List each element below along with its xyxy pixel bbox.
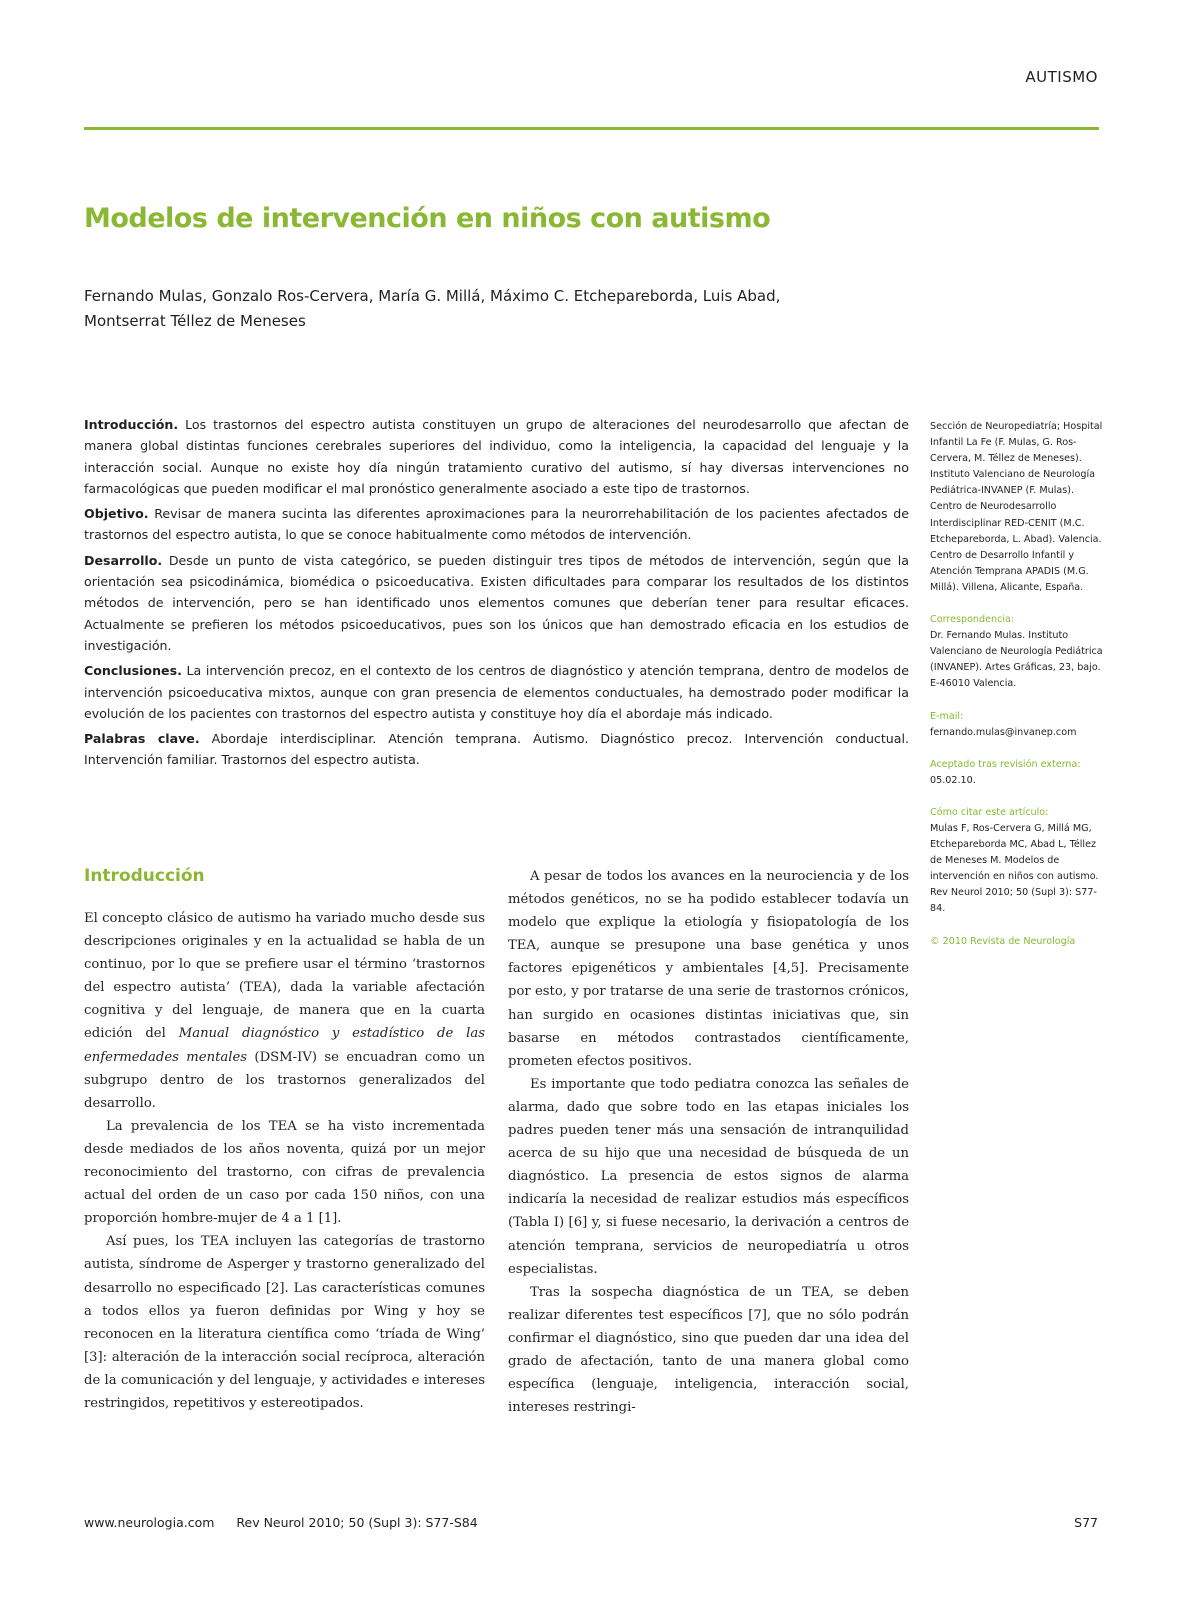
abstract-keywords [84, 728, 909, 771]
section-label: AUTISMO [1025, 68, 1098, 86]
abstract-introduction-text: Los trastornos del espectro autista constituyen un grupo de alteraciones del neurodesarrollo que afectan de manera global distintas funciones cerebrales superiores del individuo, como la inteligencia, la capacidad del lenguaje y la interacción social. Aunque no existe hoy día ningún tratamiento curativo del autismo, sí hay diversas intervenciones no farmacológicas que pueden modificar el mal pronóstico generalmente asociado a este tipo de trastornos. [84, 417, 909, 496]
authors-line-2: Montserrat Téllez de Meneses [84, 312, 306, 330]
abstract-conclusions-label: Conclusiones. [84, 663, 182, 679]
body-paragraph-1-start: El concepto clásico de autismo ha variado mucho desde sus descripciones originales y en la actualidad se habla de un continuo, por lo que se prefiere usar el término ‘trastornos del espectro autista’ (TEA), dada la variable afectación cognitiva y del lenguaje, de manera que en la cuarta edición del [84, 911, 485, 1042]
abstract-introduction-label: Introducción. [84, 417, 179, 432]
citation-text: Mulas F, Ros-Cervera G, Millá MG, Etchepareborda MC, Abad L, Téllez de Meneses M. Modelos de intervención en niños con autismo. Rev Neurol 2010; 50 (Supl 3): S77-84. [930, 822, 1099, 915]
abstract-introduction [84, 414, 909, 499]
body-paragraph-3: Así pues, los TEA incluyen las categorías de trastorno autista, síndrome de Asperger y trastorno generalizado del desarrollo no especificado [2]. Las características comunes a todos ellos ya fueron definidas por Wing y hoy se reconocen en la literatura científica como ‘tríada de Wing’ [3]: alteración de la interacción social recíproca, alteración de la comunicación y del lenguaje, y actividades e intereses restringidos, repetitivos y estereotipados. [84, 1234, 485, 1411]
abstract-development [84, 550, 909, 656]
abstract-conclusions [84, 660, 909, 724]
abstract-keywords-text: Abordaje interdisciplinar. Atención temprana. Autismo. Diagnóstico precoz. Intervención conductual. Intervención familiar. Trastornos del espectro autista. [84, 731, 909, 768]
body-paragraph-1-end: (DSM-IV) se encuadran como un subgrupo dentro de los trastornos generalizados del desarrollo. [84, 1049, 485, 1111]
footer-website[interactable]: www.neurologia.com [84, 1515, 215, 1530]
introduction-heading: Introducción [84, 866, 205, 886]
abstract-development-label: Desarrollo. [84, 552, 163, 568]
body-paragraph-4: A pesar de todos los avances en la neurociencia y de los métodos genéticos, no se ha podido establecer todavía un modelo que explique la etiología y fisiopatología de los TEA, aunque se presupone una base genética y unos factores epigenéticos y ambientales [4,5]. Precisamente por esto, y por tratarse de una serie de trastornos crónicos, han surgido en ocasiones distintas iniciativas que, sin basarse en métodos contrastados científicamente, prometen efectos positivos. [508, 869, 909, 1069]
abstract-objective-label: Objetivo. [84, 506, 149, 522]
body-paragraph-2: La prevalencia de los TEA se ha visto incrementada desde mediados de los años noventa, quizá por un mejor reconocimiento del trastorno, con cifras de prevalencia actual del orden de un caso por cada 150 niños, con una proporción hombre-mujer de 4 a 1 [1]. [84, 1118, 485, 1227]
correspondence-label: Correspondencia: [930, 614, 1015, 626]
author-list [84, 284, 884, 334]
abstract-keywords-label: Palabras clave. [84, 731, 200, 747]
body-column-right [508, 865, 909, 1419]
footer-citation: Rev Neurol 2010; 50 (Supl 3): S77-S84 [236, 1515, 478, 1530]
accepted-date: 05.02.10. [930, 774, 976, 786]
affiliation: Sección de Neuropediatría; Hospital Infantil La Fe (F. Mulas, G. Ros-Cervera, M. Téllez de Meneses). Instituto Valenciano de Neurología Pediátrica-INVANEP (F. Mulas). Centro de Neurodesarrollo Interdisciplinar RED-CENIT (M.C. Etchepareborda, L. Abad). Valencia. Centro de Desarrollo Infantil y Atención Temprana APADIS (M.G. Millá). Villena, Alicante, España. [930, 421, 1103, 593]
accepted-label: Aceptado tras revisión externa: [930, 758, 1081, 770]
abstract [84, 414, 909, 775]
header-rule [84, 127, 1099, 130]
correspondence-text: Dr. Fernando Mulas. Instituto Valenciano de Neurología Pediátrica (INVANEP). Artes Gráficas, 23, bajo. E-46010 Valencia. [930, 630, 1103, 690]
citation-label: Cómo citar este artículo: [930, 806, 1049, 818]
abstract-objective-text: Revisar de manera sucinta las diferentes aproximaciones para la neurorrehabilitación de los pacientes afectados de trastornos del espectro autista, lo que se conoce habitualmente como métodos de intervención. [84, 506, 909, 543]
body-paragraph-6: Tras la sospecha diagnóstica de un TEA, se deben realizar diferentes test específicos [7], que no sólo podrán confirmar el diagnóstico, sino que pueden dar una idea del grado de afectación, tanto de una manera global como específica (lenguaje, inteligencia, interacción social, intereses restringi- [508, 1284, 909, 1416]
email-label: E-mail: [930, 710, 964, 722]
body-paragraph-1 [84, 907, 485, 1115]
correspondence [930, 612, 1105, 692]
abstract-objective [84, 503, 909, 546]
abstract-development-text: Desde un punto de vista categórico, se pueden distinguir tres tipos de métodos de intervención, según que la orientación sea psicodinámica, biomédica o psicoeducativa. Existen dificultades para comparar los resultados de los distintos métodos de intervención, pero se han identificado unos elementos comunes que deberían tener para resultar eficaces. Actualmente se prefieren los métodos psicoeducativos, pues son los únicos que han demostrado eficacia en los estudios de investigación. [84, 552, 909, 653]
accepted-block [930, 757, 1105, 789]
copyright: © 2010 Revista de Neurología [930, 935, 1076, 947]
email-block [930, 709, 1105, 741]
authors-line-1: Fernando Mulas, Gonzalo Ros-Cervera, María G. Millá, Máximo C. Etchepareborda, Luis Abad, [84, 287, 781, 305]
abstract-conclusions-text: La intervención precoz, en el contexto de los centros de diagnóstico y atención temprana, dentro de modelos de intervención psicoeducativa mixtos, aunque con gran presencia de elementos conductuales, ha demostrado poder modificar la evolución de los pacientes con trastornos del espectro autista y constituye hoy día el abordaje más indicado. [84, 663, 909, 721]
footer [84, 1515, 478, 1530]
email-address[interactable]: fernando.mulas@invanep.com [930, 726, 1077, 738]
article-sidebar [930, 419, 1105, 966]
citation-block [930, 805, 1105, 918]
dsm-manual-title: Manual diagnóstico y estadístico de las enfermedades mentales [84, 1026, 485, 1065]
page-number: S77 [1074, 1515, 1098, 1530]
body-column-left [84, 907, 485, 1415]
body-paragraph-5: Es importante que todo pediatra conozca las señales de alarma, dado que sobre todo en las etapas iniciales los padres pueden tener más una sensación de intranquilidad acerca de su hijo que una necesidad de búsqueda de un diagnóstico. La presencia de estos signos de alarma indicaría la necesidad de realizar estudios más específicos (Tabla I) [6] y, si fuese necesario, la derivación a centros de atención temprana, servicios de neuropediatría u otros especialistas. [508, 1076, 909, 1277]
article-title: Modelos de intervención en niños con autismo [84, 203, 771, 234]
